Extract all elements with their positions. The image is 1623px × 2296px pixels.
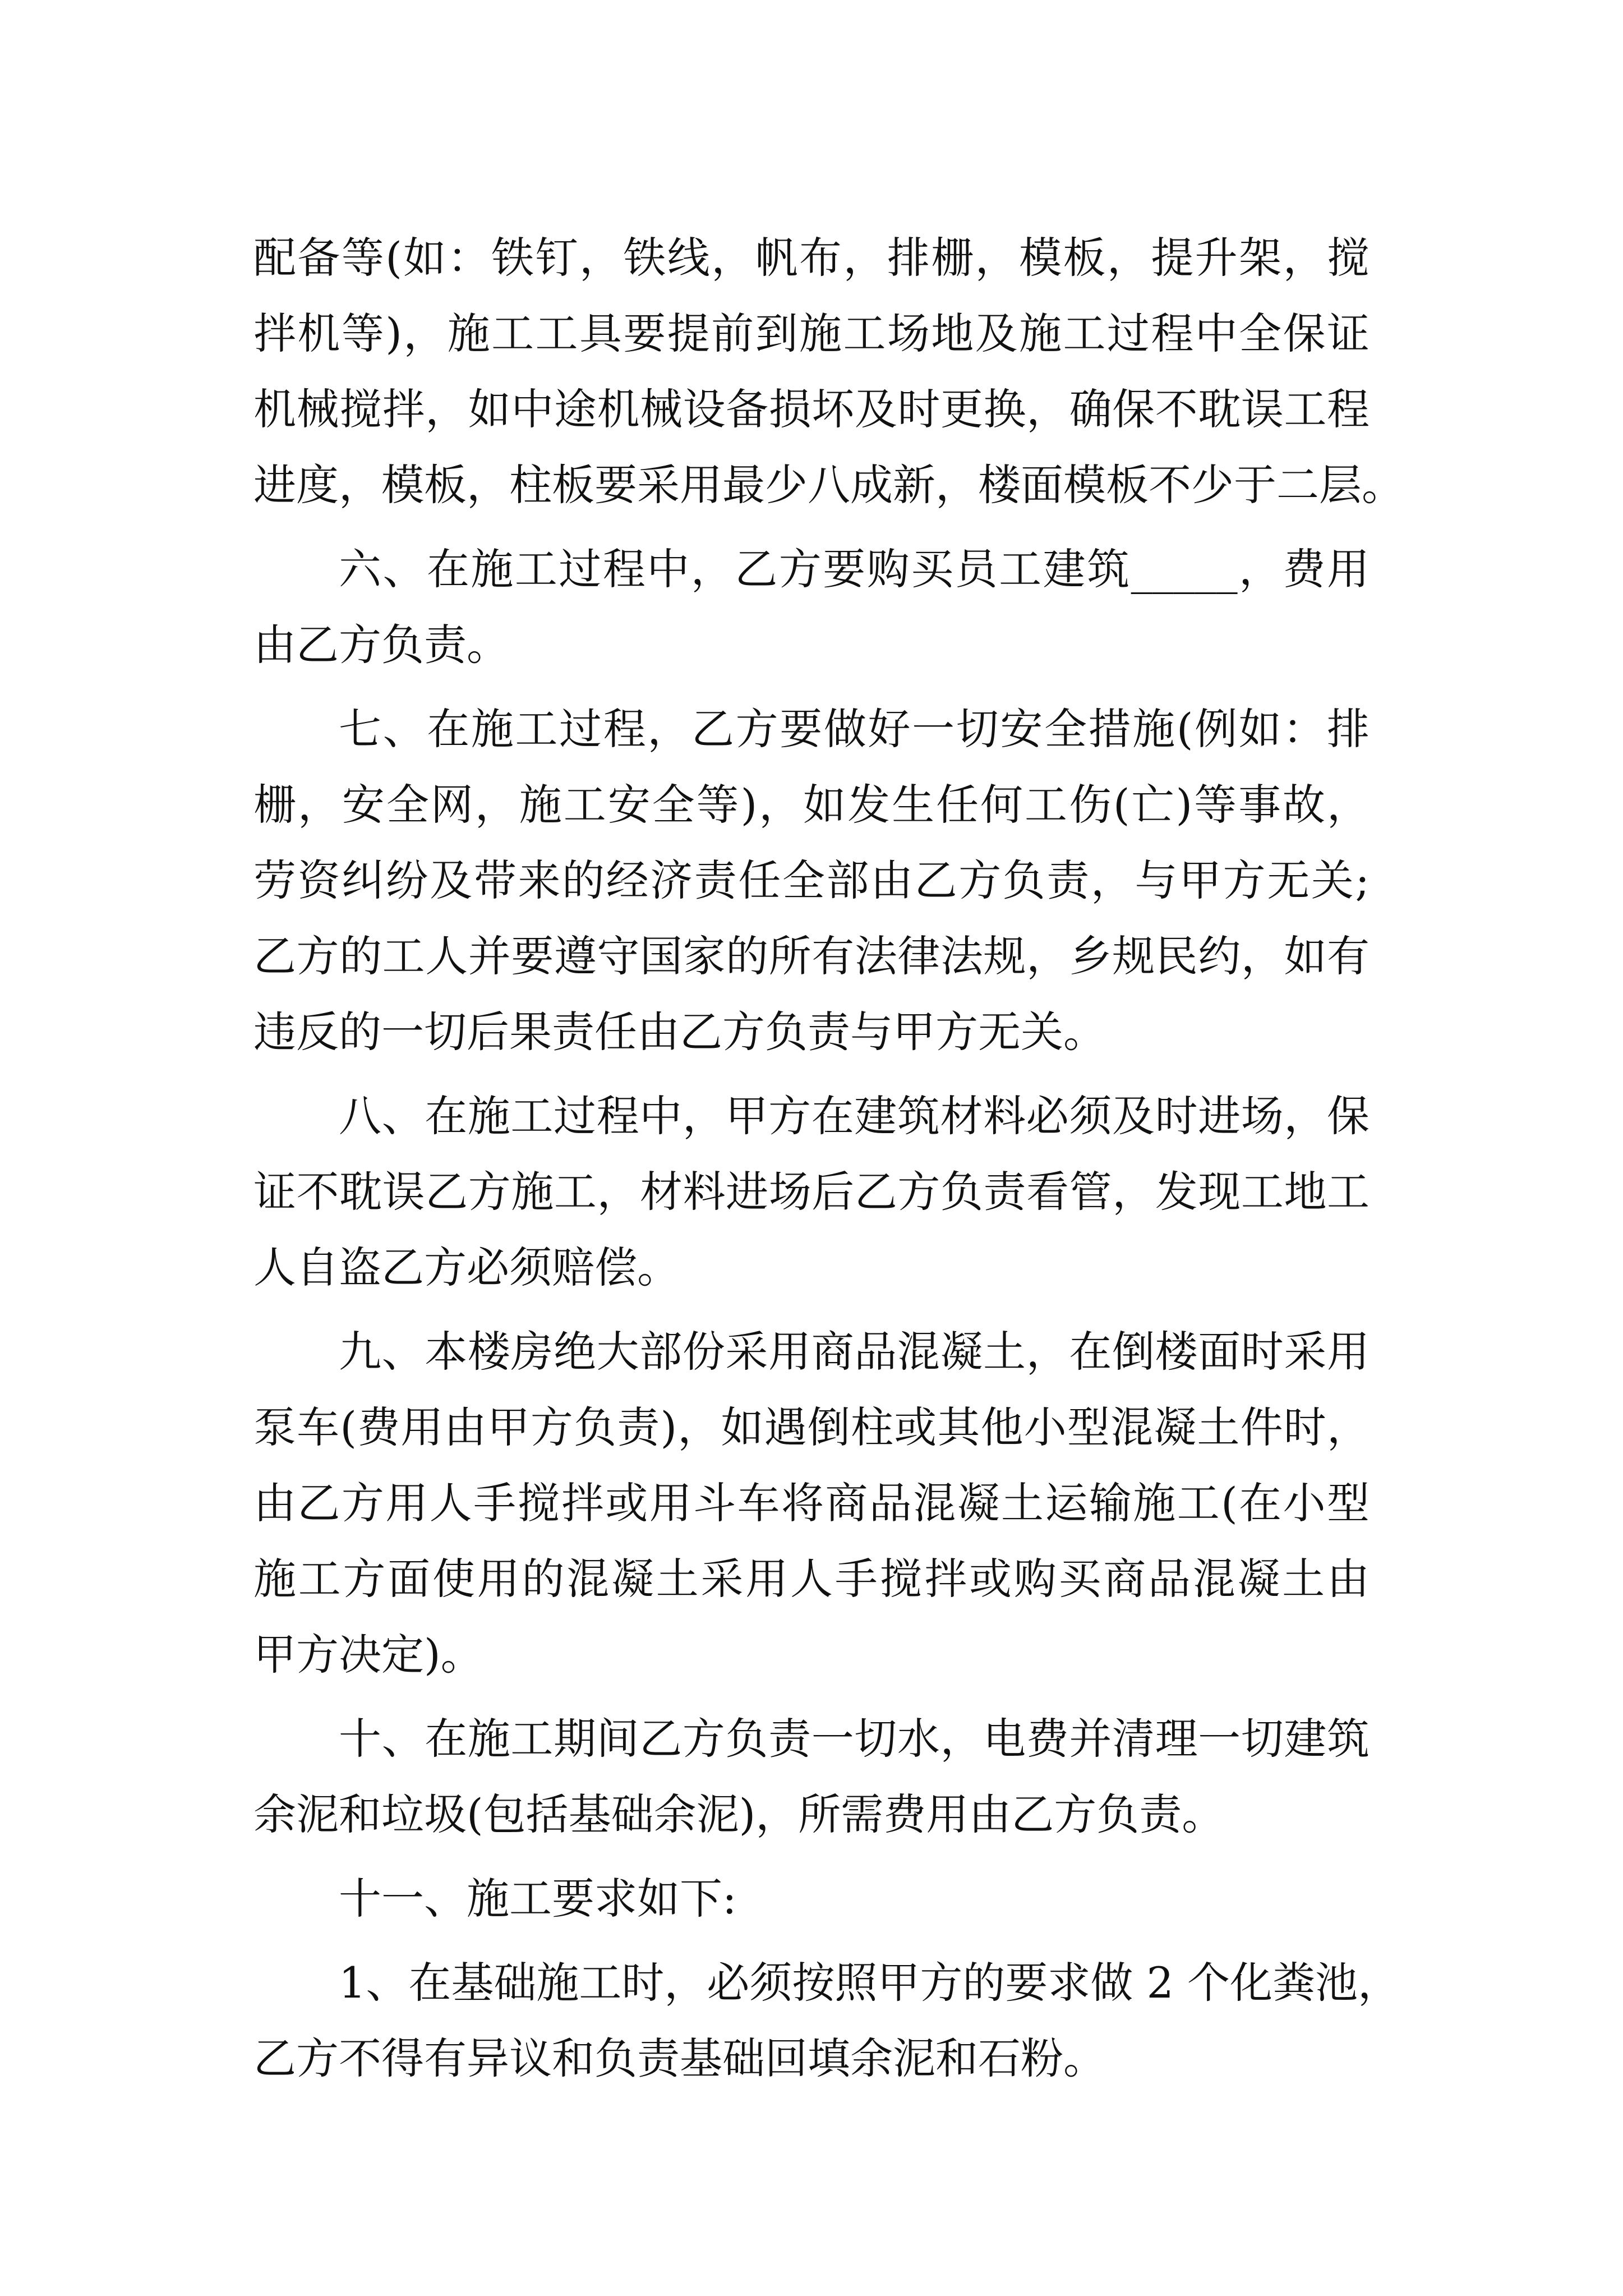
text-line: 拌机等)，施工工具要提前到施工场地及施工过程中全保证 [253,309,1370,358]
text-line: 由乙方负责。 [253,620,509,670]
paragraph-clause-9 [253,1314,1370,1692]
text-line: 机械搅拌，如中途机械设备损坏及时更换，确保不耽误工程 [253,384,1370,434]
text-line: 劳资纠纷及带来的经济责任全部由乙方负责，与甲方无关; [253,855,1370,905]
text-line: 栅，安全网，施工安全等)，如发生任何工伤(亡)等事故， [253,780,1370,830]
text-line: 配备等(如：铁钉，铁线，帆布，排栅，模板，提升架，搅 [253,233,1370,283]
text-line: 十一、施工要求如下: [339,1874,737,1924]
text-line: 六、在施工过程中，乙方要购买员工建筑_____，费用 [339,544,1370,594]
text-line: 七、在施工过程，乙方要做好一切安全措施(例如：排 [339,704,1370,754]
text-line: 乙方不得有异议和负责基础回填余泥和石粉。 [253,2033,1106,2083]
text-line: 违反的一切后果责任由乙方负责与甲方无关。 [253,1007,1106,1057]
paragraph-clause-8 [253,1078,1370,1305]
text-line: 十、在施工期间乙方负责一切水，电费并清理一切建筑 [339,1714,1370,1764]
text-line: 由乙方用人手搅拌或用斗车将商品混凝土运输施工(在小型 [253,1478,1370,1528]
paragraph-clause-6 [253,531,1370,683]
text-line: 证不耽误乙方施工，材料进场后乙方负责看管，发现工地工 [253,1167,1370,1217]
text-line: 九、本楼房绝大部份采用商品混凝土，在倒楼面时采用 [339,1327,1370,1377]
paragraph-clause-11-item-1 [253,1945,1401,2096]
text-line: 八、在施工过程中，甲方在建筑材料必须及时进场，保 [339,1091,1370,1141]
text-line: 甲方决定)。 [253,1630,483,1680]
paragraph-clause-10 [253,1701,1370,1852]
text-line: 进度，模板，柱板要采用最少八成新，楼面模板不少于二层。 [253,460,1404,510]
paragraph-continuation [253,220,1404,523]
text-line: 乙方的工人并要遵守国家的所有法律法规，乡规民约，如有 [253,931,1370,981]
text-line: 泵车(费用由甲方负责)，如遇倒柱或其他小型混凝土件时， [253,1402,1370,1452]
text-line: 施工方面使用的混凝土采用人手搅拌或购买商品混凝土由 [253,1554,1370,1604]
document-body [253,220,1404,2105]
text-line: 人自盗乙方必须赔偿。 [253,1243,680,1292]
paragraph-clause-11 [253,1861,1370,1936]
text-line: 1、在基础施工时，必须按照甲方的要求做 2 个化粪池， [339,1958,1401,2008]
paragraph-clause-7 [253,691,1370,1070]
text-line: 余泥和垃圾(包括基础余泥)，所需费用由乙方负责。 [253,1789,1225,1839]
